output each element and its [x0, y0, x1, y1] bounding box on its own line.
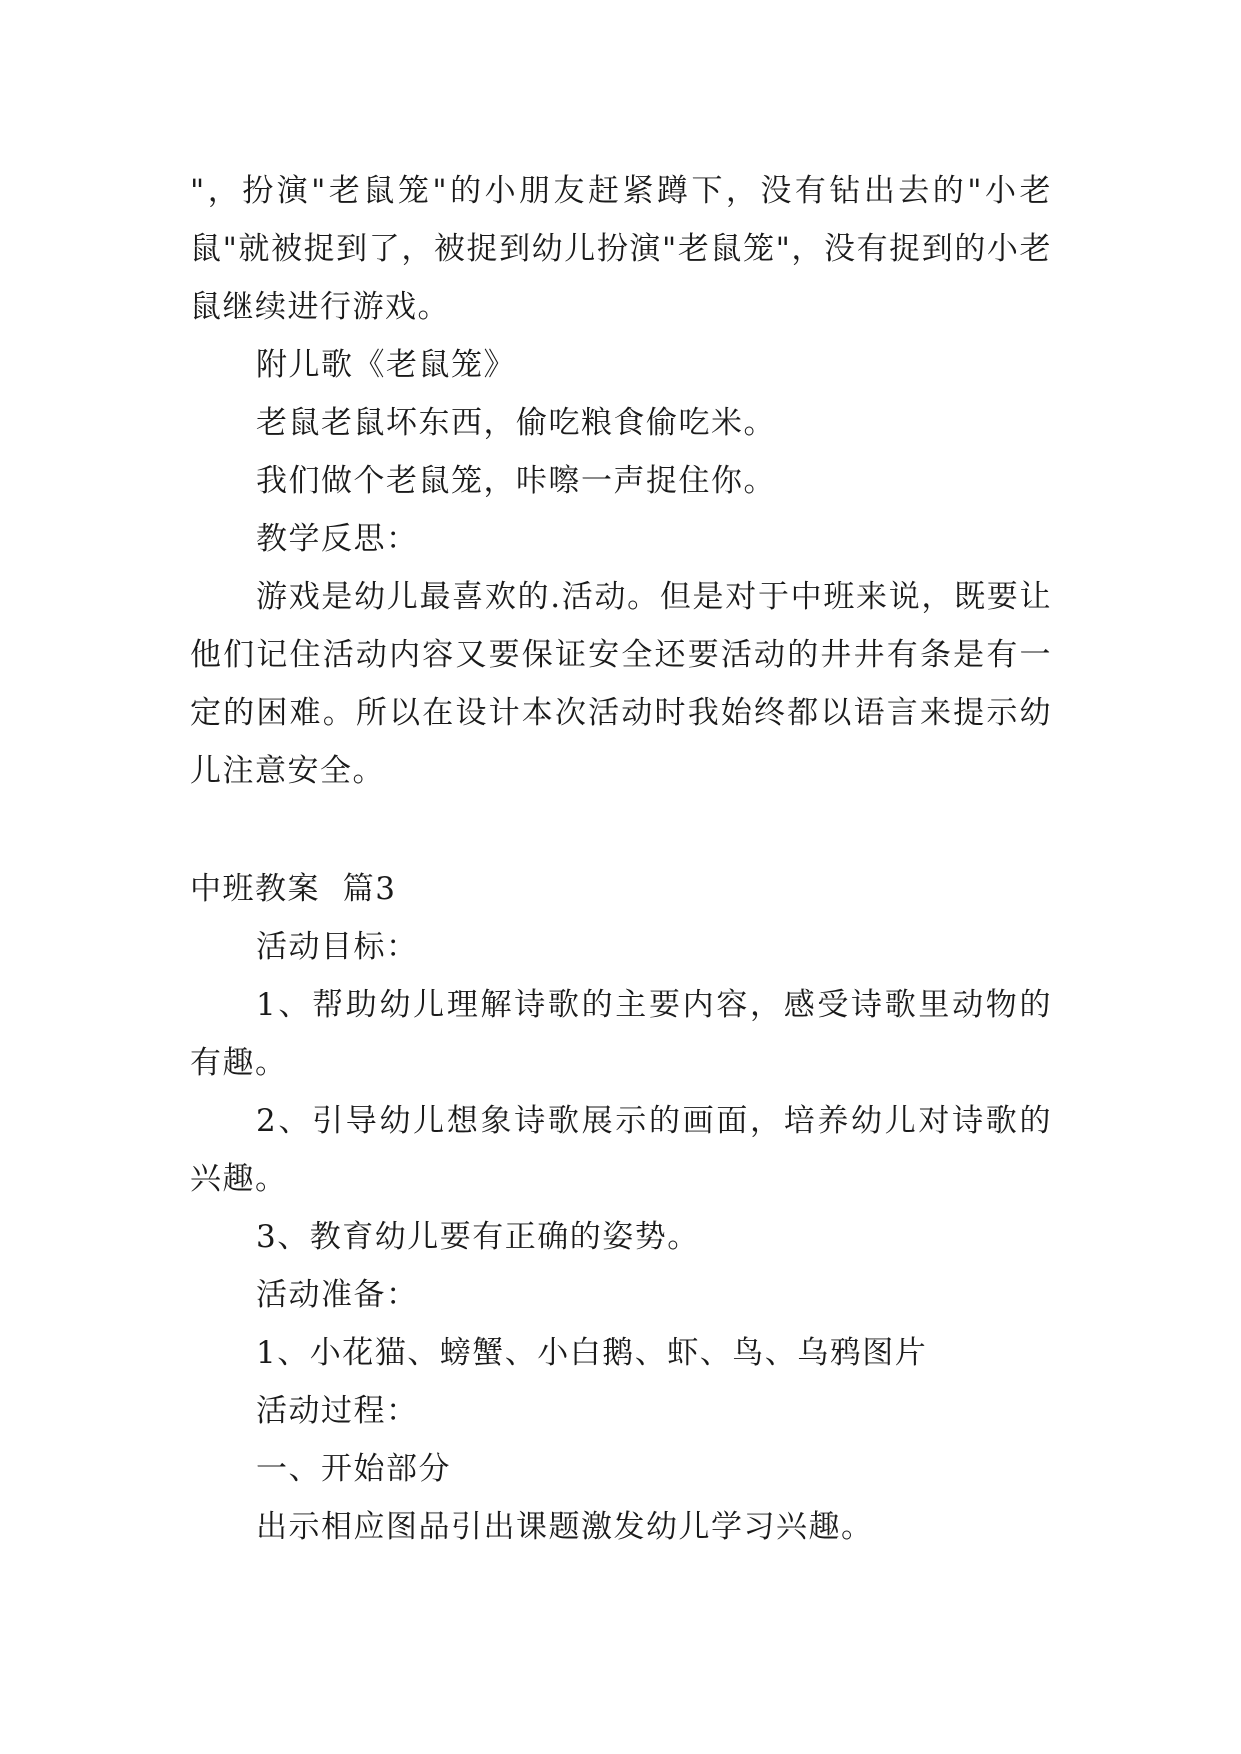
section-gap: [190, 800, 1052, 860]
paragraph-goals-label: 活动目标：: [256, 929, 419, 965]
paragraph-preparation-label: 活动准备：: [256, 1277, 419, 1313]
paragraph-process-label: 活动过程：: [256, 1393, 419, 1429]
paragraph-game-rule: "，扮演"老鼠笼"的小朋友赶紧蹲下，没有钻出去的"小老鼠"就被捉到了，被捉到幼儿扮演"老鼠笼"，没有捉到的小老鼠继续进行游戏。: [190, 173, 1052, 325]
document-body: [190, 162, 1052, 1556]
paragraph-reflection-label: 教学反思：: [256, 521, 419, 557]
paragraph-song-line-2: 我们做个老鼠笼，咔嚓一声捉住你。: [256, 463, 776, 499]
paragraph-goal-1: 1、帮助幼儿理解诗歌的主要内容，感受诗歌里动物的有趣。: [190, 987, 1052, 1081]
paragraph-reflection: 游戏是幼儿最喜欢的.活动。但是对于中班来说，既要让他们记住活动内容又要保证安全还要活动的井井有条是有一定的困难。所以在设计本次活动时我始终都以语言来提示幼儿注意安全。: [190, 579, 1052, 789]
paragraph-process-part-1: 一、开始部分: [256, 1451, 451, 1487]
paragraph-song-title: 附儿歌《老鼠笼》: [256, 347, 516, 383]
section-heading: 中班教案 篇3: [190, 871, 397, 907]
paragraph-song-line-1: 老鼠老鼠坏东西，偷吃粮食偷吃米。: [256, 405, 776, 441]
paragraph-goal-3: 3、教育幼儿要有正确的姿势。: [256, 1219, 700, 1255]
paragraph-process-text: 出示相应图品引出课题激发幼儿学习兴趣。: [256, 1509, 874, 1545]
paragraph-preparation-1: 1、小花猫、螃蟹、小白鹅、虾、鸟、乌鸦图片: [256, 1335, 928, 1371]
paragraph-goal-2: 2、引导幼儿想象诗歌展示的画面，培养幼儿对诗歌的兴趣。: [190, 1103, 1052, 1197]
